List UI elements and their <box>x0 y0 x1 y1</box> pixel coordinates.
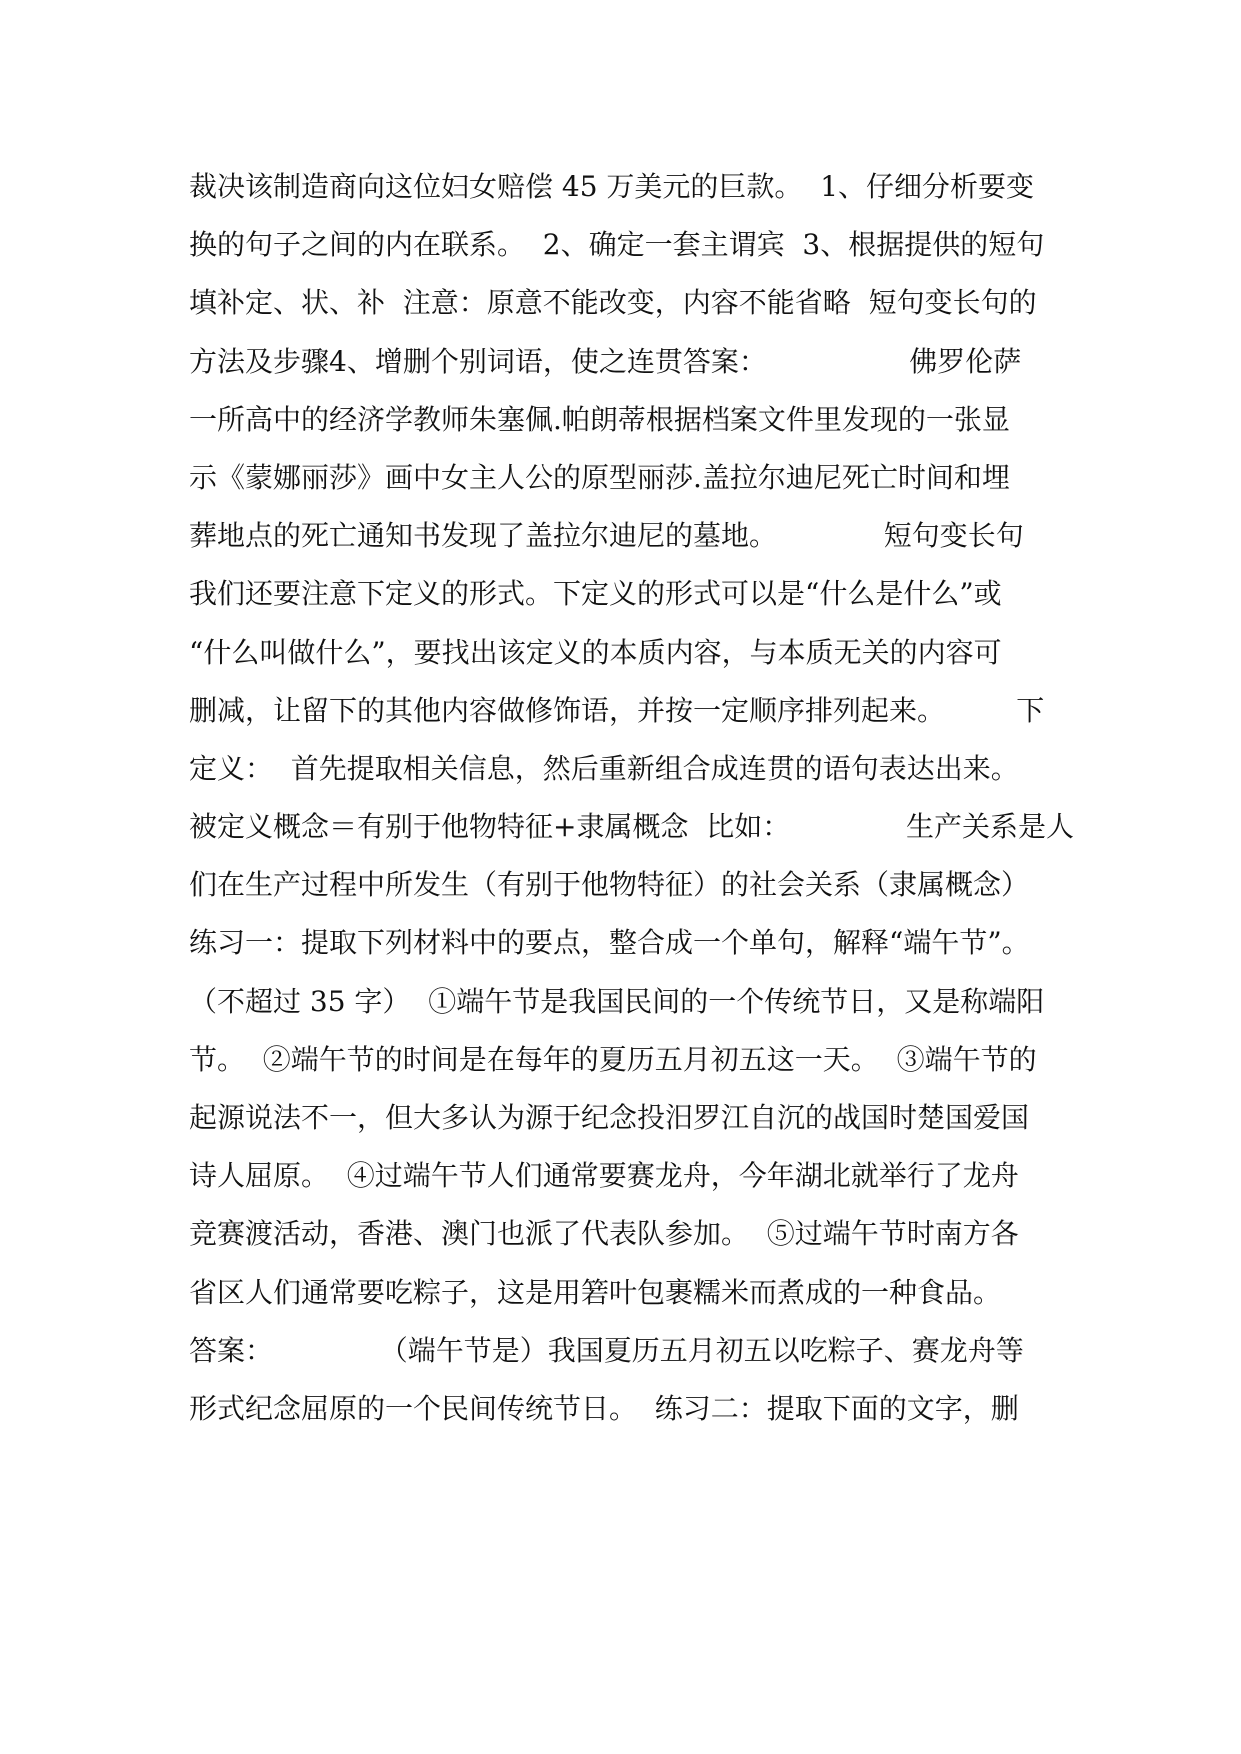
text-line: 节。 ②端午节的时间是在每年的夏历五月初五这一天。 ③端午节的 <box>189 1042 1037 1076</box>
body-text <box>189 158 1074 1438</box>
text-line: 练习一：提取下列材料中的要点，整合成一个单句，解释“端午节”。 <box>189 926 1030 960</box>
text-line: 换的句子之间的内在联系。 2、确定一套主谓宾 3、根据提供的短句 <box>189 228 1045 262</box>
text-line: （不超过 35 字） ①端午节是我国民间的一个传统节日，又是称端阳 <box>189 984 1045 1018</box>
text-line: 被定义概念＝有别于他物特征+隶属概念 比如： 生产关系是人 <box>189 810 1074 844</box>
text-line: 省区人们通常要吃粽子，这是用箬叶包裹糯米而煮成的一种食品。 <box>189 1275 1002 1309</box>
text-line: 删减，让留下的其他内容做修饰语，并按一定顺序排列起来。 下 <box>189 693 1045 727</box>
text-line: 方法及步骤4、增删个别词语，使之连贯答案： 佛罗伦萨 <box>189 344 1022 378</box>
text-line: 我们还要注意下定义的形式。下定义的形式可以是“什么是什么”或 <box>189 577 1002 611</box>
text-line: 答案： （端午节是）我国夏历五月初五以吃粽子、赛龙舟等 <box>189 1333 1024 1367</box>
text-line: 形式纪念屈原的一个民间传统节日。 练习二：提取下面的文字，删 <box>189 1391 1019 1425</box>
text-line: 填补定、状、补 注意：原意不能改变，内容不能省略 短句变长句的 <box>189 286 1037 320</box>
text-line: 一所高中的经济学教师朱塞佩.帕朗蒂根据档案文件里发现的一张显 <box>189 402 1010 436</box>
text-line: 示《蒙娜丽莎》画中女主人公的原型丽莎.盖拉尔迪尼死亡时间和埋 <box>189 460 1010 494</box>
text-line: 竞赛渡活动，香港、澳门也派了代表队参加。 ⑤过端午节时南方各 <box>189 1217 1019 1251</box>
text-line: 们在生产过程中所发生（有别于他物特征）的社会关系（隶属概念） <box>189 868 1030 902</box>
text-line: 诗人屈原。 ④过端午节人们通常要赛龙舟，今年湖北就举行了龙舟 <box>189 1159 1019 1193</box>
text-line: 葬地点的死亡通知书发现了盖拉尔迪尼的墓地。 短句变长句 <box>189 519 1024 553</box>
text-line: 裁决该制造商向这位妇女赔偿 45 万美元的巨款。 1、仔细分析要变 <box>189 170 1035 203</box>
text-line: 起源说法不一，但大多认为源于纪念投汨罗江自沉的战国时楚国爱国 <box>189 1101 1030 1134</box>
text-line: 定义： 首先提取相关信息，然后重新组合成连贯的语句表达出来。 <box>189 751 1019 785</box>
text-line: “什么叫做什么”，要找出该定义的本质内容，与本质无关的内容可 <box>189 635 1002 669</box>
